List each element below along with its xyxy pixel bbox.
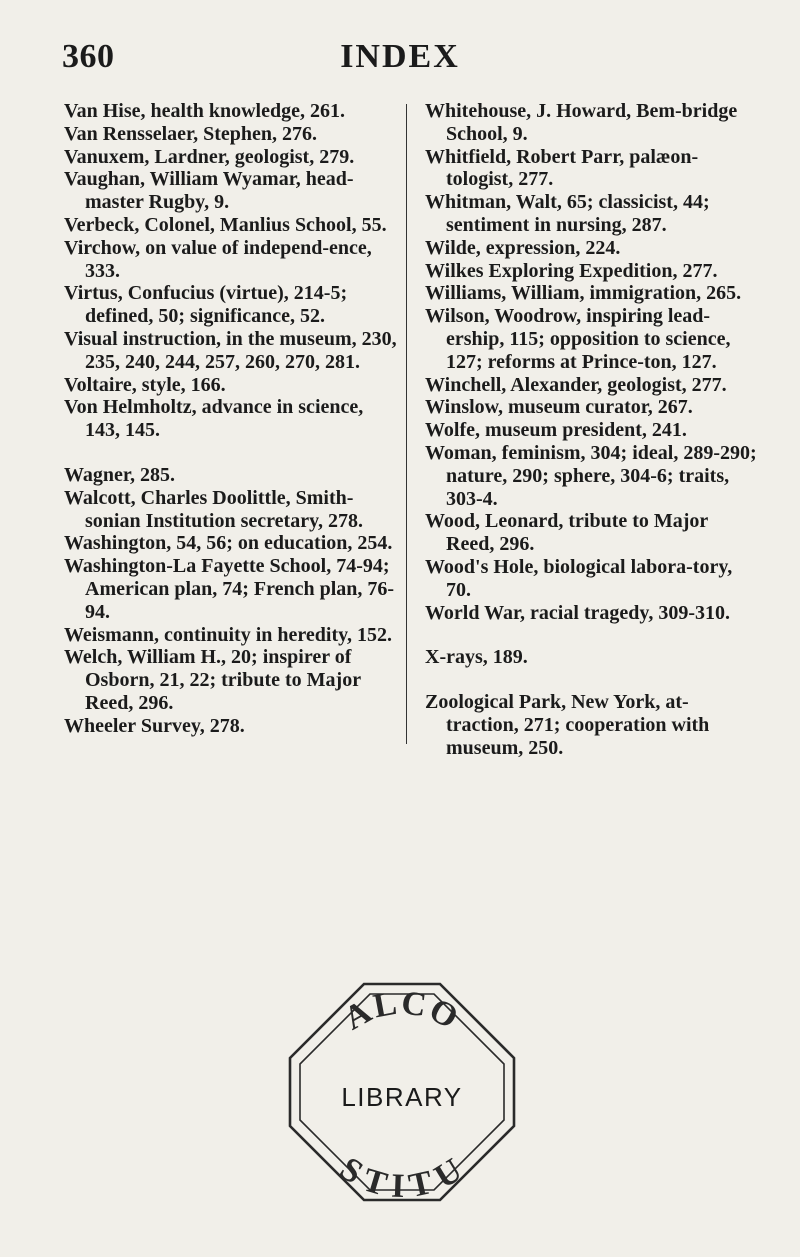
index-entry: Virtus, Confucius (virtue), 214-5; defined, 50; significance, 52. — [64, 282, 348, 328]
letter-section-gap — [64, 442, 400, 464]
index-entry: Walcott, Charles Doolittle, Smith-sonian Institution secretary, 278. — [64, 486, 363, 532]
index-entry: Wilkes Exploring Expedition, 277. — [425, 259, 718, 282]
index-entry: Wagner, 285. — [64, 463, 175, 486]
index-entry: Wheeler Survey, 278. — [64, 714, 245, 737]
index-column-left — [64, 100, 400, 738]
index-entry: Williams, William, immigration, 265. — [425, 282, 742, 305]
index-entry: Wood, Leonard, tribute to Major Reed, 296. — [425, 510, 708, 556]
index-entry: Whitehouse, J. Howard, Bem-bridge School, 9. — [425, 100, 738, 145]
page-header — [62, 38, 738, 88]
index-entry: Wilde, expression, 224. — [425, 236, 621, 259]
index-entry: Vaughan, William Wyamar, head-master Rugby, 9. — [64, 168, 354, 214]
index-entry: Virchow, on value of independ-ence, 333. — [64, 236, 372, 282]
letter-section-gap — [425, 624, 761, 646]
index-entry: Wolfe, museum president, 241. — [425, 419, 687, 442]
index-entry: Welch, William H., 20; inspirer of Osborn, 21, 22; tribute to Major Reed, 296. — [64, 646, 361, 714]
page-title: INDEX — [340, 38, 460, 75]
index-entry: Von Helmholtz, advance in science, 143, 145. — [64, 396, 364, 442]
index-entry: Zoological Park, New York, at-traction, 271; cooperation with museum, 250. — [425, 691, 710, 759]
index-entry: Visual instruction, in the museum, 230, 235, 240, 244, 257, 260, 270, 281. — [64, 327, 397, 373]
index-entry: X-rays, 189. — [425, 646, 528, 669]
index-entry: Washington, 54, 56; on education, 254. — [64, 532, 393, 555]
index-entry: Winslow, museum curator, 267. — [425, 396, 693, 419]
index-entry: Woman, feminism, 304; ideal, 289-290; nature, 290; sphere, 304-6; traits, 303-4. — [425, 441, 757, 510]
index-entry: Wood's Hole, biological labora-tory, 70. — [425, 555, 733, 601]
column-divider — [406, 104, 407, 744]
index-entry: Voltaire, style, 166. — [64, 373, 226, 396]
index-entry: Washington-La Fayette School, 74-94; American plan, 74; French plan, 76-94. — [64, 555, 395, 623]
index-column-right — [425, 100, 761, 760]
letter-section-gap — [425, 669, 761, 691]
index-entry: Van Hise, health knowledge, 261. — [64, 100, 345, 122]
library-stamp — [282, 974, 522, 1209]
index-entry: Van Rensselaer, Stephen, 276. — [64, 122, 317, 145]
index-entry: Whitfield, Robert Parr, palæon-tologist, 277. — [425, 145, 699, 191]
index-entry: Weismann, continuity in heredity, 152. — [64, 623, 393, 646]
index-entry: Whitman, Walt, 65; classicist, 44; sentiment in nursing, 287. — [425, 191, 710, 236]
stamp-top-text: ALCO — [338, 984, 466, 1038]
index-entry: World War, racial tragedy, 309-310. — [425, 601, 730, 624]
index-entry: Wilson, Woodrow, inspiring lead-ership, 115; opposition to science, 127; reforms at Prince-ton, 127. — [425, 305, 731, 373]
page-number: 360 — [62, 38, 115, 75]
index-entry: Vanuxem, Lardner, geologist, 279. — [64, 145, 355, 168]
index-entry: Verbeck, Colonel, Manlius School, 55. — [64, 213, 387, 236]
index-entry: Winchell, Alexander, geologist, 277. — [425, 373, 727, 396]
stamp-center-text: LIBRARY — [341, 1082, 463, 1112]
stamp-bottom-text: STITU — [332, 1150, 471, 1206]
